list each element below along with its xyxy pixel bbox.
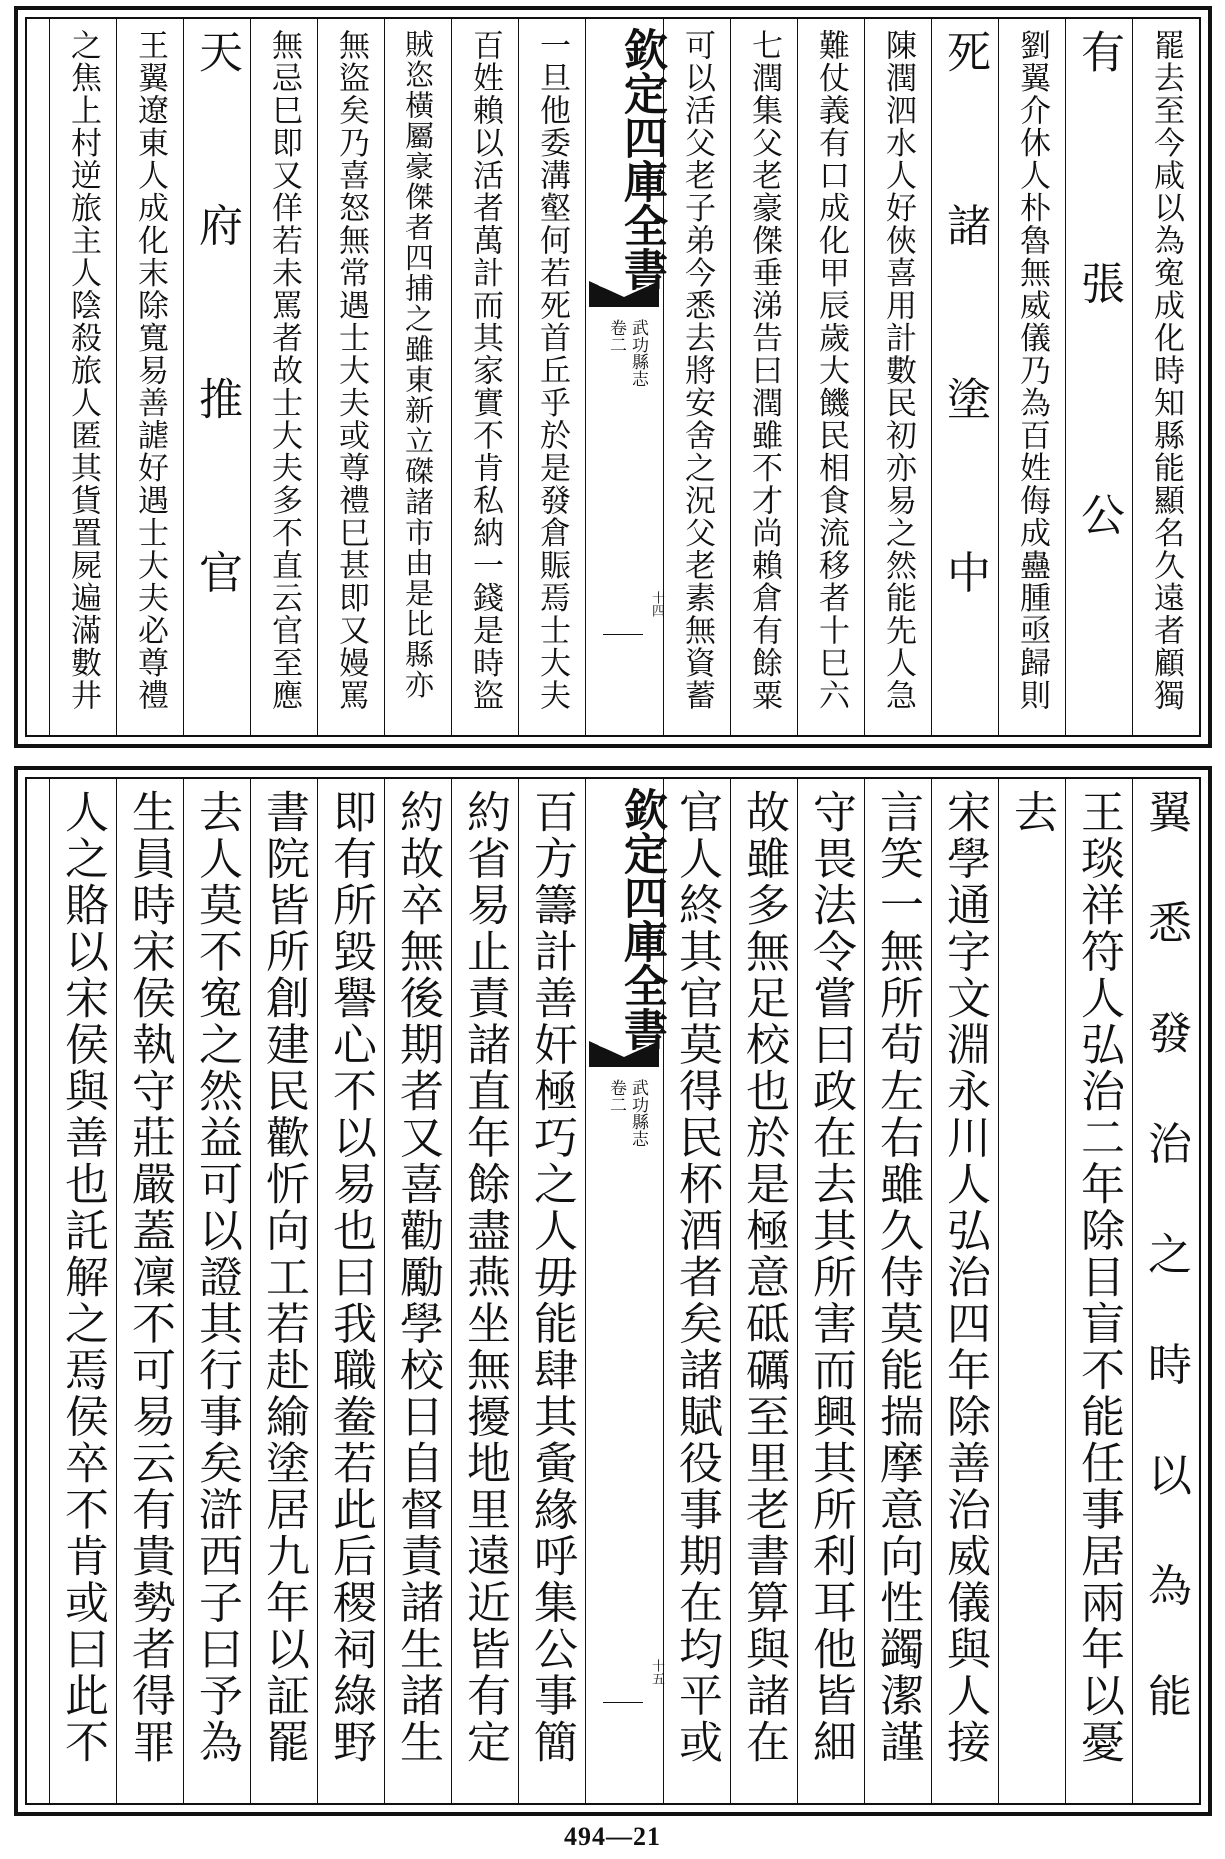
banner-subtitle	[585, 319, 663, 439]
book-title: 武功縣志	[628, 319, 648, 387]
column-text: 宋學通字文淵永川人弘治四年除善治威儀與人接	[939, 789, 990, 1766]
column-rule	[183, 779, 184, 1803]
column-rule	[183, 19, 184, 735]
fish-tail-icon	[589, 1041, 659, 1067]
column-text: 死諸塗中	[939, 29, 990, 723]
column-rule	[730, 779, 731, 1803]
column-text: 之焦上村逆旅主人陰殺旅人匿其貨置屍遍滿數井	[65, 29, 101, 712]
column-rule	[1065, 19, 1066, 735]
text-column	[931, 29, 998, 725]
column-rule	[663, 19, 664, 735]
column-rule	[49, 779, 50, 1803]
center-banner	[585, 19, 667, 735]
column-text: 可以活父老子弟今悉去將安舍之況父老素無資蓄	[679, 29, 715, 712]
column-rule	[518, 779, 519, 1803]
column-rule	[1132, 19, 1133, 735]
column-rule	[49, 19, 50, 735]
column-text: 陳潤泗水人好俠喜用計數民初亦易之然能先人急	[880, 29, 916, 712]
leaf-rule	[603, 1702, 643, 1703]
page-inner-frame	[25, 777, 1201, 1805]
column-rule	[730, 19, 731, 735]
column-rule	[864, 779, 865, 1803]
text-column	[998, 29, 1065, 725]
text-column	[730, 789, 797, 1793]
text-column	[49, 789, 116, 1793]
text-column	[1065, 789, 1132, 1793]
column-rule	[998, 779, 999, 1803]
column-rule	[931, 19, 932, 735]
column-rule	[518, 19, 519, 735]
leaf-number: 十五	[649, 1659, 664, 1685]
column-text: 去人莫不寃之然益可以證其行事矣滸西子曰予為	[191, 789, 242, 1766]
text-column	[317, 29, 384, 725]
fish-tail-icon	[589, 281, 659, 307]
column-text: 書院皆所創建民歡忻向工若赴緰塗居九年以証罷	[258, 789, 309, 1766]
page-inner-frame	[25, 17, 1201, 737]
text-column	[518, 789, 585, 1793]
column-text: 去	[1006, 789, 1057, 1793]
column-rule	[1065, 779, 1066, 1803]
text-column	[730, 29, 797, 725]
text-column	[1132, 29, 1199, 725]
column-text: 賊恣橫屬豪傑者四捕之雖東新立磔諸市由是比縣亦	[401, 29, 435, 700]
text-column	[451, 29, 518, 725]
column-rule	[663, 779, 664, 1803]
text-column	[116, 789, 183, 1793]
text-column	[250, 789, 317, 1793]
column-rule	[797, 19, 798, 735]
column-text: 約省易止責諸直年餘盡燕坐無擾地里遠近皆有定	[459, 789, 510, 1766]
text-column	[518, 29, 585, 725]
text-column	[49, 29, 116, 725]
column-rule	[317, 779, 318, 1803]
center-banner	[585, 779, 667, 1803]
leaf-rule	[603, 634, 643, 635]
text-column	[183, 789, 250, 1793]
text-column	[864, 29, 931, 725]
column-text: 約故卒無後期者又喜勸勵學校日自督責諸生諸生	[392, 789, 443, 1766]
volume-label: 卷二	[606, 319, 626, 353]
banner-title: 欽定四庫全書	[616, 27, 667, 291]
column-rule	[250, 779, 251, 1803]
column-rule	[384, 779, 385, 1803]
column-text: 天府推官	[191, 29, 242, 723]
column-rule	[451, 19, 452, 735]
column-rule	[317, 19, 318, 735]
column-text: 即有所毀譽心不以易也曰我職鲞若此后稷祠綠野	[325, 789, 376, 1766]
column-text: 言笑一無所茍左右雖久侍莫能揣摩意向性蠲潔謹	[872, 789, 923, 1766]
text-column	[663, 29, 730, 725]
column-text: 百姓賴以活者萬計而其家實不肯私納一錢是時盜	[467, 29, 503, 712]
text-column	[864, 789, 931, 1793]
column-rule	[797, 779, 798, 1803]
column-text: 守畏法令嘗曰政在去其所害而興其所利耳他皆細	[805, 789, 856, 1766]
page-label: 494—21	[564, 1822, 661, 1851]
column-rule	[250, 19, 251, 735]
column-text: 七潤集父老豪傑垂涕告曰潤雖不才尚賴倉有餘粟	[746, 29, 782, 712]
column-text: 翼悉發治之時以為能	[1140, 789, 1191, 1784]
column-text: 王翼遼東人成化末除寬易善謔好遇士大夫必尊禮	[132, 29, 168, 712]
text-column	[797, 29, 864, 725]
text-column	[998, 789, 1065, 1793]
column-rule	[384, 19, 385, 735]
column-text: 百方籌計善奸極巧之人毋能肆其夤緣呼集公事簡	[526, 789, 577, 1766]
text-column	[1065, 29, 1132, 725]
text-column	[663, 789, 730, 1793]
column-rule	[864, 19, 865, 735]
text-column	[384, 789, 451, 1793]
document-page-bottom	[14, 766, 1212, 1816]
leaf-number: 十四	[649, 591, 664, 617]
column-text: 官人終其官莫得民杯酒者矣諸賦役事期在均平或	[671, 789, 722, 1766]
column-rule	[585, 779, 586, 1803]
column-rule	[931, 779, 932, 1803]
text-column	[931, 789, 998, 1793]
text-column	[250, 29, 317, 725]
column-rule	[585, 19, 586, 735]
column-text: 人之賂以宋侯與善也託解之焉侯卒不肯或曰此不	[57, 789, 108, 1766]
text-column	[1132, 789, 1199, 1793]
column-text: 有張公	[1073, 29, 1124, 724]
column-text: 故雖多無足校也於是極意砥礪至里老書算與諸在	[738, 789, 789, 1766]
column-text: 劉翼介休人朴魯無威儀乃為百姓侮成蠱腫亟歸則	[1014, 29, 1050, 712]
book-title: 武功縣志	[628, 1079, 648, 1147]
column-rule	[116, 19, 117, 735]
text-column	[384, 29, 451, 725]
text-column	[183, 29, 250, 725]
banner-title: 欽定四庫全書	[616, 787, 667, 1051]
column-rule	[116, 779, 117, 1803]
column-text: 王琰祥符人弘治二年除目盲不能任事居兩年以憂	[1073, 789, 1124, 1766]
column-rule	[998, 19, 999, 735]
text-column	[317, 789, 384, 1793]
column-text: 生員時宋侯執守莊嚴蓋凜不可易云有貴勢者得罪	[124, 789, 175, 1766]
column-text: 罷去至今咸以為寃成化時知縣能顯名久遠者顧獨	[1148, 29, 1184, 712]
column-text: 難仗義有口成化甲辰歲大饑民相食流移者十巳六	[813, 29, 849, 712]
text-column	[797, 789, 864, 1793]
column-text: 無盜矣乃喜怒無常遇士大夫或尊禮巳甚即又嫚罵	[333, 29, 369, 712]
text-column	[451, 789, 518, 1793]
banner-subtitle	[585, 1079, 663, 1199]
column-text: 一旦他委溝壑何若死首丘乎於是發倉賑焉士大夫	[534, 29, 570, 712]
column-rule	[451, 779, 452, 1803]
column-text: 無忌巳即又佯若未罵者故士大夫多不直云官至應	[266, 29, 302, 712]
text-column	[116, 29, 183, 725]
document-page-top	[14, 6, 1212, 748]
column-rule	[1132, 779, 1133, 1803]
volume-label: 卷二	[606, 1079, 626, 1113]
